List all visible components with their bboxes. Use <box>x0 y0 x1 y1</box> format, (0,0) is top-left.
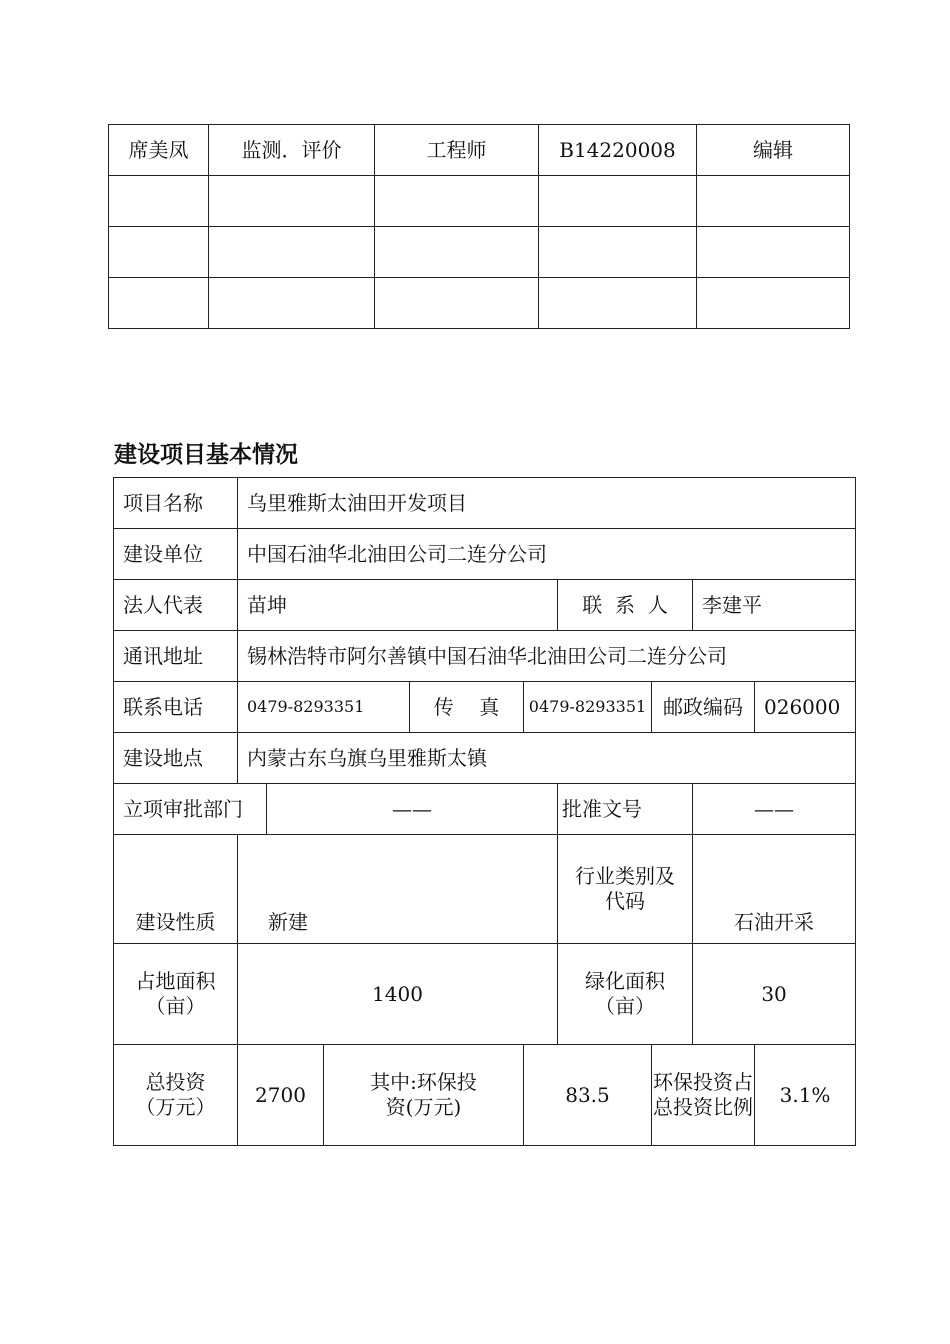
table-row <box>114 835 856 944</box>
invest-label-line1: 总投资 <box>145 1070 206 1094</box>
table-row <box>114 529 856 580</box>
approval-no-value: —— <box>693 784 856 835</box>
table-row <box>114 944 856 1045</box>
contact-value: 李建平 <box>693 580 856 631</box>
table-row <box>114 580 856 631</box>
table-cell <box>209 176 375 227</box>
industry-value: 石油开采 <box>693 835 856 944</box>
approval-no-label: 批准文号 <box>558 784 693 835</box>
staff-role-cell: 编辑 <box>697 125 850 176</box>
staff-name-cell: 席美凤 <box>109 125 209 176</box>
table-row <box>114 1045 856 1146</box>
table-cell <box>697 278 850 329</box>
ratio-label-line1: 环保投资占 <box>653 1070 753 1094</box>
invest-label-line2: （万元） <box>135 1095 216 1119</box>
industry-label <box>558 835 693 944</box>
location-label: 建设地点 <box>114 733 238 784</box>
table-row <box>114 631 856 682</box>
contact-label: 联 系 人 <box>558 580 693 631</box>
address-value: 锡林浩特市阿尔善镇中国石油华北油田公司二连分公司 <box>238 631 856 682</box>
table-row <box>114 478 856 529</box>
staff-cert-cell: B14220008 <box>539 125 697 176</box>
table-cell <box>109 227 209 278</box>
staff-specialty-cell: 监测．评价 <box>209 125 375 176</box>
staff-table <box>108 124 850 329</box>
ratio-value: 3.1% <box>755 1045 856 1146</box>
table-cell <box>109 278 209 329</box>
table-cell <box>109 176 209 227</box>
table-row <box>109 125 850 176</box>
project-name-label: 项目名称 <box>114 478 238 529</box>
green-value: 30 <box>693 944 856 1045</box>
table-cell <box>209 278 375 329</box>
legal-rep-label: 法人代表 <box>114 580 238 631</box>
fax-value: 0479-8293351 <box>524 682 652 733</box>
table-row <box>109 227 850 278</box>
env-invest-label <box>324 1045 524 1146</box>
invest-value: 2700 <box>238 1045 324 1146</box>
table-row <box>109 278 850 329</box>
ratio-label <box>652 1045 755 1146</box>
table-row <box>114 733 856 784</box>
env-invest-label-line2: 资(万元) <box>385 1095 462 1119</box>
phone-value: 0479-8293351 <box>238 682 410 733</box>
industry-label-line1: 行业类别及 <box>575 864 675 888</box>
green-label-line1: 绿化面积 <box>585 969 665 993</box>
table-cell <box>539 176 697 227</box>
env-invest-label-line1: 其中:环保投 <box>370 1070 477 1094</box>
unit-value: 中国石油华北油田公司二连分公司 <box>238 529 856 580</box>
nature-label: 建设性质 <box>114 835 238 944</box>
table-cell <box>375 227 539 278</box>
phone-label: 联系电话 <box>114 682 238 733</box>
approval-dept-label: 立项审批部门 <box>114 784 267 835</box>
table-cell <box>697 227 850 278</box>
address-label: 通讯地址 <box>114 631 238 682</box>
nature-value: 新建 <box>238 835 558 944</box>
location-value: 内蒙古东乌旗乌里雅斯太镇 <box>238 733 856 784</box>
area-label-line2: （亩） <box>145 994 206 1018</box>
unit-label: 建设单位 <box>114 529 238 580</box>
area-value: 1400 <box>238 944 558 1045</box>
fax-label: 传 真 <box>410 682 524 733</box>
project-name-value: 乌里雅斯太油田开发项目 <box>238 478 856 529</box>
table-cell <box>375 278 539 329</box>
invest-label <box>114 1045 238 1146</box>
green-label-line2: （亩） <box>595 994 655 1018</box>
table-cell <box>539 227 697 278</box>
project-info-table <box>113 477 856 1146</box>
table-cell <box>209 227 375 278</box>
table-row <box>109 176 850 227</box>
postcode-value: 026000 <box>755 682 856 733</box>
legal-rep-value: 苗坤 <box>238 580 558 631</box>
table-cell <box>375 176 539 227</box>
approval-dept-value: —— <box>267 784 558 835</box>
section-title: 建设项目基本情况 <box>114 442 298 468</box>
postcode-label: 邮政编码 <box>652 682 755 733</box>
ratio-label-line2: 总投资比例 <box>653 1095 753 1119</box>
table-cell <box>697 176 850 227</box>
table-row <box>114 784 856 835</box>
industry-label-line2: 代码 <box>605 889 645 913</box>
area-label <box>114 944 238 1045</box>
env-invest-value: 83.5 <box>524 1045 652 1146</box>
staff-title-cell: 工程师 <box>375 125 539 176</box>
table-cell <box>539 278 697 329</box>
green-label <box>558 944 693 1045</box>
area-label-line1: 占地面积 <box>135 969 216 993</box>
table-row <box>114 682 856 733</box>
